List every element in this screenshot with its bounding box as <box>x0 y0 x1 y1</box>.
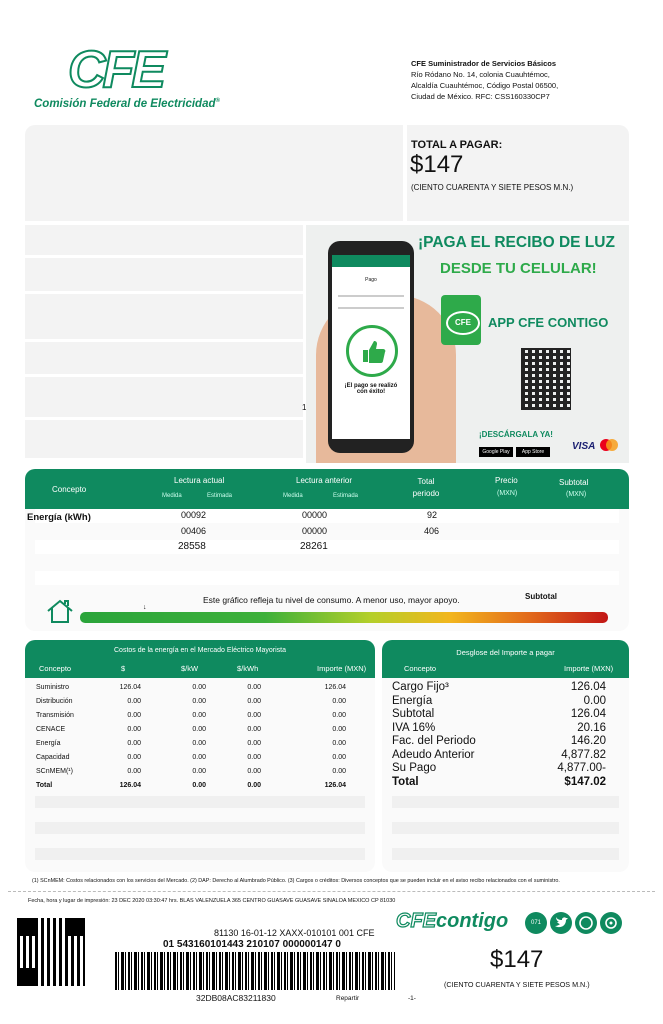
breakdown-value: 4,877.82 <box>561 748 606 761</box>
breakdown-label: Fac. del Periodo <box>392 735 476 747</box>
costs-cell: 0.00 <box>127 698 141 705</box>
twitter-icon[interactable] <box>550 912 572 934</box>
costs-cell: 0.00 <box>247 768 261 775</box>
phone-screen <box>332 255 410 439</box>
print-info: Fecha, hora y lugar de impresión: 23 DEC 2020 03:30:47 hrs. BLAS VALENZUELA 365 CENTRO GUASAVE GUASAVE SINALOA MEXICO CP 81030 <box>28 898 396 904</box>
barcode-text: 32DB08AC83211830 <box>196 993 276 1003</box>
row-bg <box>392 796 619 808</box>
thumbs-up-icon <box>346 325 398 377</box>
costs-col: $/kW <box>181 664 199 673</box>
row-concepto: Energía (kWh) <box>27 512 91 523</box>
cfe-logo-subtitle: Comisión Federal de Electricidad® <box>34 98 220 110</box>
breakdown-col-concepto: Concepto <box>404 664 437 673</box>
col-lectura-actual: Lectura actual <box>174 476 225 485</box>
costs-total-row <box>36 782 356 796</box>
row-total: 92 <box>427 510 438 520</box>
costs-cell: 0.00 <box>332 740 346 747</box>
breakdown-col-importe: Importe (MXN) <box>564 664 614 673</box>
breakdown-label: Energía <box>392 694 433 707</box>
costs-row <box>36 768 356 782</box>
costs-cell: 0.00 <box>247 754 261 761</box>
whatsapp-icon[interactable] <box>575 912 597 934</box>
row-total: 406 <box>424 526 440 536</box>
costs-cell: 0.00 <box>192 754 206 761</box>
breakdown-label: Cargo Fijo³ <box>392 681 449 693</box>
costs-col: Importe (MXN) <box>317 664 367 673</box>
footer-qr-code <box>17 918 85 986</box>
costs-row <box>36 726 356 740</box>
costs-cell: Total <box>36 782 53 789</box>
costs-row <box>36 712 356 726</box>
costs-cell: 0.00 <box>192 698 206 705</box>
row-actual: 28558 <box>178 541 206 552</box>
col-estimada: Estimada <box>207 493 233 499</box>
row-anterior: 00000 <box>302 526 328 536</box>
row-bg <box>35 571 619 585</box>
cfe-logo-text: CFE <box>68 41 163 99</box>
company-info <box>411 58 558 102</box>
costs-header <box>25 640 375 678</box>
cut-line <box>8 891 655 892</box>
phone-screen-title: Pago <box>365 277 377 283</box>
breakdown-header <box>382 640 629 678</box>
footer-amount: $147 <box>490 946 544 973</box>
app-icon <box>441 295 481 345</box>
promo-subheadline: DESDE TU CELULAR! <box>440 260 597 277</box>
house-icon <box>45 598 75 629</box>
consumption-marker-icon: ↓ <box>143 604 147 611</box>
breakdown-label: Total <box>392 775 419 788</box>
company-line: Río Ródano No. 14, colonia Cuauhtémoc, <box>411 70 550 79</box>
code-line-2: 01 543160101443 210107 000000147 0 <box>163 939 341 950</box>
costs-row <box>36 698 356 712</box>
costs-cell: 0.00 <box>192 726 206 733</box>
breakdown-value: 126.04 <box>570 708 606 720</box>
info-row <box>25 225 303 255</box>
visa-logo: VISA <box>572 441 596 452</box>
costs-cell: 126.04 <box>119 684 141 691</box>
row-actual: 00406 <box>181 526 207 536</box>
row-actual: 00092 <box>181 510 207 520</box>
side-number: 1 <box>302 403 307 412</box>
breakdown-value: 126.04 <box>570 681 606 693</box>
col-total: Total periodo <box>412 477 440 498</box>
costs-cell: CENACE <box>36 726 66 733</box>
costs-cell: Capacidad <box>36 754 70 761</box>
cfe-contigo-word: contigo <box>436 910 509 932</box>
qr-code <box>521 348 571 410</box>
costs-col: $ <box>121 664 126 673</box>
costs-cell: 126.04 <box>324 782 346 789</box>
costs-cell: 126.04 <box>119 782 141 789</box>
barcode <box>115 952 395 990</box>
total-amount-words: (CIENTO CUARENTA Y SIETE PESOS M.N.) <box>411 183 574 192</box>
breakdown-label: Su Pago <box>392 762 437 774</box>
breakdown-value: 20.16 <box>577 721 606 734</box>
costs-cell: 0.00 <box>247 726 261 733</box>
app-icon-round[interactable] <box>600 912 622 934</box>
gradient-caption: Este gráfico refleja tu nivel de consumo. A menor uso, mayor apoyo. <box>203 595 460 605</box>
row-bg <box>35 848 365 860</box>
total-amount: $147 <box>410 151 464 178</box>
breakdown-title: Desglose del Importe a pagar <box>456 648 555 657</box>
footnote: (1) SCnMEM: Costos relacionados con los servicios del Mercado. (2) DAP: Derecho al Alumbrado Público. (3) Cargos o créditos: Diversos conceptos que se pueden incluir en el aviso recibo relacionados con el suministro. <box>32 878 560 884</box>
costs-cell: Energía <box>36 740 61 747</box>
breakdown-label: Subtotal <box>392 708 435 720</box>
costs-row <box>36 754 356 768</box>
costs-cell: Transmisión <box>36 712 74 719</box>
col-subtotal-unit: (MXN) <box>566 491 587 498</box>
costs-col: Concepto <box>39 664 72 673</box>
cfe-contigo-cfe: CFE <box>396 910 436 932</box>
costs-row <box>36 684 356 698</box>
costs-cell: 0.00 <box>127 712 141 719</box>
info-row <box>25 294 303 339</box>
promo-banner[interactable] <box>306 225 629 463</box>
breakdown-value: $147.02 <box>564 775 606 788</box>
costs-cell: 126.04 <box>324 684 346 691</box>
col-medida: Medida <box>162 493 182 499</box>
row-anterior: 28261 <box>300 541 328 552</box>
costs-cell: 0.00 <box>247 684 261 691</box>
consumption-header <box>25 469 629 509</box>
row-bg <box>35 822 365 834</box>
costs-cell: 0.00 <box>192 782 206 789</box>
mastercard-icon <box>600 439 618 451</box>
consumption-gradient-bar <box>80 612 608 623</box>
costs-cell: 0.00 <box>332 768 346 775</box>
promo-headline: ¡PAGA EL RECIBO DE LUZ <box>418 234 615 251</box>
costs-cell: 0.00 <box>332 712 346 719</box>
info-row <box>25 342 303 374</box>
info-row <box>25 420 303 458</box>
costs-title: Costos de la energía en el Mercado Eléctrico Mayorista <box>114 647 286 654</box>
costs-cell: 0.00 <box>192 768 206 775</box>
page-number: -1- <box>408 995 416 1002</box>
total-box <box>407 125 629 221</box>
phone-071-icon[interactable]: 071 <box>525 912 547 934</box>
costs-cell: 0.00 <box>332 726 346 733</box>
breakdown-value: 0.00 <box>583 694 606 707</box>
repartir-label: Repartir <box>336 995 360 1002</box>
phone-illustration <box>328 241 414 453</box>
phone-message: ¡El pago se realizó con éxito! <box>344 383 398 395</box>
costs-cell: 0.00 <box>332 754 346 761</box>
costs-cell: 0.00 <box>247 712 261 719</box>
cfe-logo <box>30 40 220 120</box>
costs-cell: Distribución <box>36 698 73 705</box>
costs-cell: 0.00 <box>192 684 206 691</box>
company-line: Alcaldía Cuauhtémoc, Código Postal 06500, <box>411 81 559 90</box>
costs-cell: SCnMEM(¹) <box>36 768 73 775</box>
col-lectura-anterior: Lectura anterior <box>296 476 353 485</box>
breakdown-value: 4,877.00- <box>557 762 606 774</box>
gradient-subtotal: Subtotal <box>525 592 557 601</box>
col-medida: Medida <box>283 493 303 499</box>
costs-cell: 0.00 <box>127 726 141 733</box>
costs-cell: 0.00 <box>247 740 261 747</box>
costs-cell: 0.00 <box>192 712 206 719</box>
code-line-1: 81130 16-01-12 XAXX-010101 001 CFE <box>214 928 375 938</box>
breakdown-label: Adeudo Anterior <box>392 748 475 761</box>
row-bg <box>392 822 619 834</box>
info-rows <box>25 225 307 463</box>
company-line: Ciudad de México. RFC: CSS160330CP7 <box>411 92 550 101</box>
row-bg <box>35 796 365 808</box>
info-row <box>25 258 303 291</box>
costs-cell: 0.00 <box>127 754 141 761</box>
col-subtotal: Subtotal <box>559 478 589 487</box>
col-concepto: Concepto <box>52 485 87 494</box>
info-row <box>25 377 303 417</box>
total-label: TOTAL A PAGAR: <box>411 139 503 151</box>
costs-cell: 0.00 <box>192 740 206 747</box>
cfe-contigo-logo <box>396 910 508 933</box>
col-precio-unit: (MXN) <box>497 490 518 497</box>
costs-cell: 0.00 <box>247 782 261 789</box>
phone-header-bar <box>332 255 410 267</box>
app-name: APP CFE CONTIGO <box>488 315 609 330</box>
row-anterior: 00000 <box>302 510 328 520</box>
phone-line <box>338 295 404 297</box>
col-estimada: Estimada <box>333 493 359 499</box>
costs-cell: Suministro <box>36 684 70 691</box>
phone-line <box>338 307 404 309</box>
footer-amount-words: (CIENTO CUARENTA Y SIETE PESOS M.N.) <box>444 980 590 989</box>
costs-cell: 0.00 <box>127 768 141 775</box>
col-precio: Precio <box>495 476 518 485</box>
row-bg <box>392 848 619 860</box>
breakdown-label: IVA 16% <box>392 721 436 734</box>
app-store-badge[interactable]: App Store <box>516 447 550 457</box>
customer-info-panel <box>25 125 403 221</box>
google-play-badge[interactable]: Google Play <box>479 447 513 457</box>
costs-cell: 0.00 <box>127 740 141 747</box>
costs-cell: 0.00 <box>247 698 261 705</box>
download-label: ¡DESCÁRGALA YA! <box>479 430 553 439</box>
costs-row <box>36 740 356 754</box>
app-icon-text: CFE <box>446 311 480 335</box>
company-line: CFE Suministrador de Servicios Básicos <box>411 59 557 68</box>
breakdown-value: 146.20 <box>570 735 606 747</box>
costs-col: $/kWh <box>237 664 259 673</box>
costs-cell: 0.00 <box>332 698 346 705</box>
